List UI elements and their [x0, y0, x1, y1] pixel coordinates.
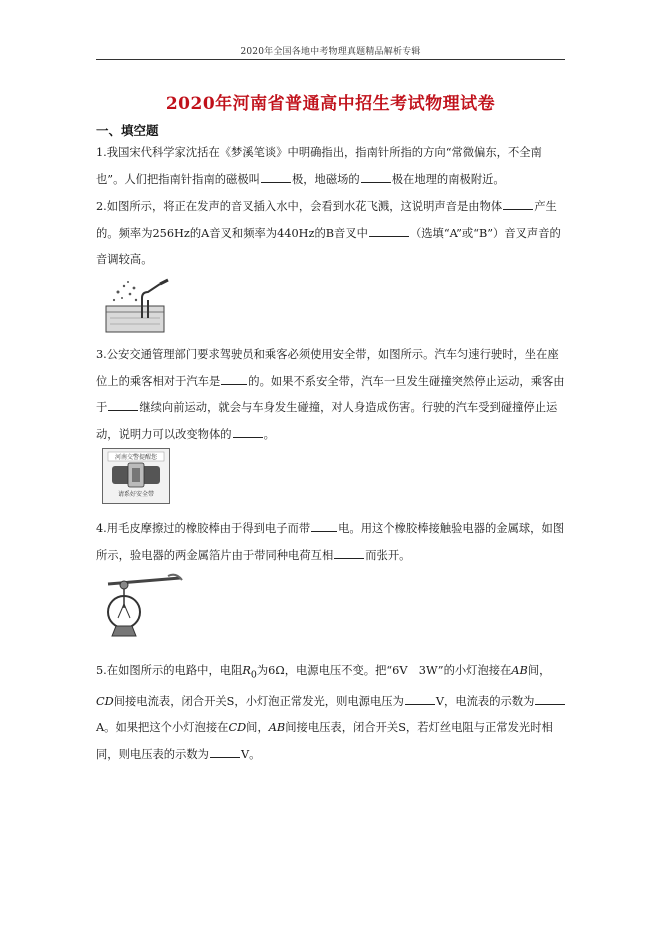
question-3-text-b: 的。如果不系安全带，汽车一旦发生碰撞突然停止运动，乘客由于	[96, 374, 565, 414]
question-5-text-g: 间，	[246, 721, 269, 735]
answer-blank	[503, 197, 533, 210]
question-5-ab-label: AB	[268, 721, 286, 735]
answer-blank	[334, 546, 364, 559]
answer-blank	[261, 170, 291, 183]
question-5-text-d: 间接电流表，闭合开关S，小灯泡正常发光，则电源电压为	[113, 694, 404, 708]
question-5-resistor-subscript: 0	[250, 669, 257, 681]
question-5	[96, 658, 568, 768]
question-4	[96, 516, 568, 569]
answer-blank	[108, 398, 138, 411]
question-2-text-a: 2.如图所示，将正在发声的音叉插入水中，会看到水花飞溅，这说明声音是由物体	[96, 200, 503, 213]
question-1-text-b: 极，地磁场的	[291, 172, 360, 186]
seatbelt-sign-bottom-text: 请系好安全带	[117, 491, 155, 498]
answer-blank	[405, 692, 435, 705]
tuning-fork-figure	[102, 278, 174, 338]
question-5-text-c: 间，	[527, 664, 551, 677]
question-5-text-f: A。如果把这个小灯泡接在	[96, 721, 229, 735]
question-2-text-c: （选填“A”或“B”）音叉声音的音调较高。	[96, 226, 561, 266]
answer-blank	[361, 170, 391, 183]
tuning-fork-illustration	[102, 278, 174, 338]
question-3-text-d: 。	[263, 427, 275, 441]
electroscope-figure	[102, 572, 184, 640]
answer-blank	[311, 519, 337, 532]
question-5-resistor-symbol: R	[242, 664, 251, 677]
question-3-text-c: 继续向前运动，就会与车身发生碰撞，对人身造成伤害。行驶的汽车受到碰撞停止运动，说明力可以改变物体的	[96, 401, 558, 441]
question-5-text-a: 5.在如图所示的电路中，电阻	[96, 664, 243, 677]
seatbelt-sign-top-text: 河南交警提醒您	[114, 454, 158, 461]
running-header: 2020年全国各地中考物理真题精品解析专辑	[240, 47, 421, 57]
question-4-text-b: 电。用这个橡胶棒接触验电器的金属球，如图所示，验电器的两金属箔片由于带同种电荷互相	[96, 522, 565, 562]
question-5-text-b: 为6Ω，电源电压不变。把“6V 3W”的小灯泡接在	[256, 664, 512, 677]
answer-blank	[369, 224, 409, 237]
question-5-cd-label: CD	[228, 721, 247, 735]
question-5-text-h: 间接电压表，闭合开关S，若灯丝电阻与正常发光时相同，则电压表的示数为	[96, 721, 553, 761]
seatbelt-sign-figure	[102, 448, 170, 504]
question-5-cd-label: CD	[96, 694, 114, 708]
question-3	[96, 342, 568, 448]
electroscope-illustration	[102, 572, 184, 640]
question-2-text-b: 产生的。频率为256Hz的A音叉和频率为440Hz的B音叉中	[96, 200, 557, 240]
question-1	[96, 140, 568, 193]
answer-blank	[535, 692, 565, 705]
question-5-text-i: V。	[240, 747, 261, 761]
answer-blank	[233, 425, 263, 438]
question-5-ab-label: AB	[511, 664, 528, 677]
question-4-text-c: 而张开。	[365, 548, 411, 562]
header-rule	[96, 59, 565, 60]
question-1-text-a: 1.我国宋代科学家沈括在《梦溪笔谈》中明确指出，指南针所指的方向“常微偏东，不全南也”。人们把指南针指南的磁极叫	[96, 146, 542, 186]
question-4-text-a: 4.用毛皮摩擦过的橡胶棒由于得到电子而带	[96, 522, 311, 535]
document-title: 2020年河南省普通高中招生考试物理试卷	[165, 94, 496, 114]
answer-blank	[210, 745, 240, 758]
seatbelt-sign-illustration	[102, 448, 170, 504]
question-3-text-a: 3.公安交通管理部门要求驾驶员和乘客必须使用安全带，如图所示。汽车匀速行驶时，坐在座位上的乘客相对于汽车是	[96, 348, 559, 388]
question-1-text-c: 极在地理的南极附近。	[391, 172, 505, 186]
section-heading: 一、填空题	[96, 123, 159, 138]
answer-blank	[221, 372, 247, 385]
question-2	[96, 194, 568, 274]
question-5-text-e: V，电流表的示数为	[435, 694, 535, 708]
